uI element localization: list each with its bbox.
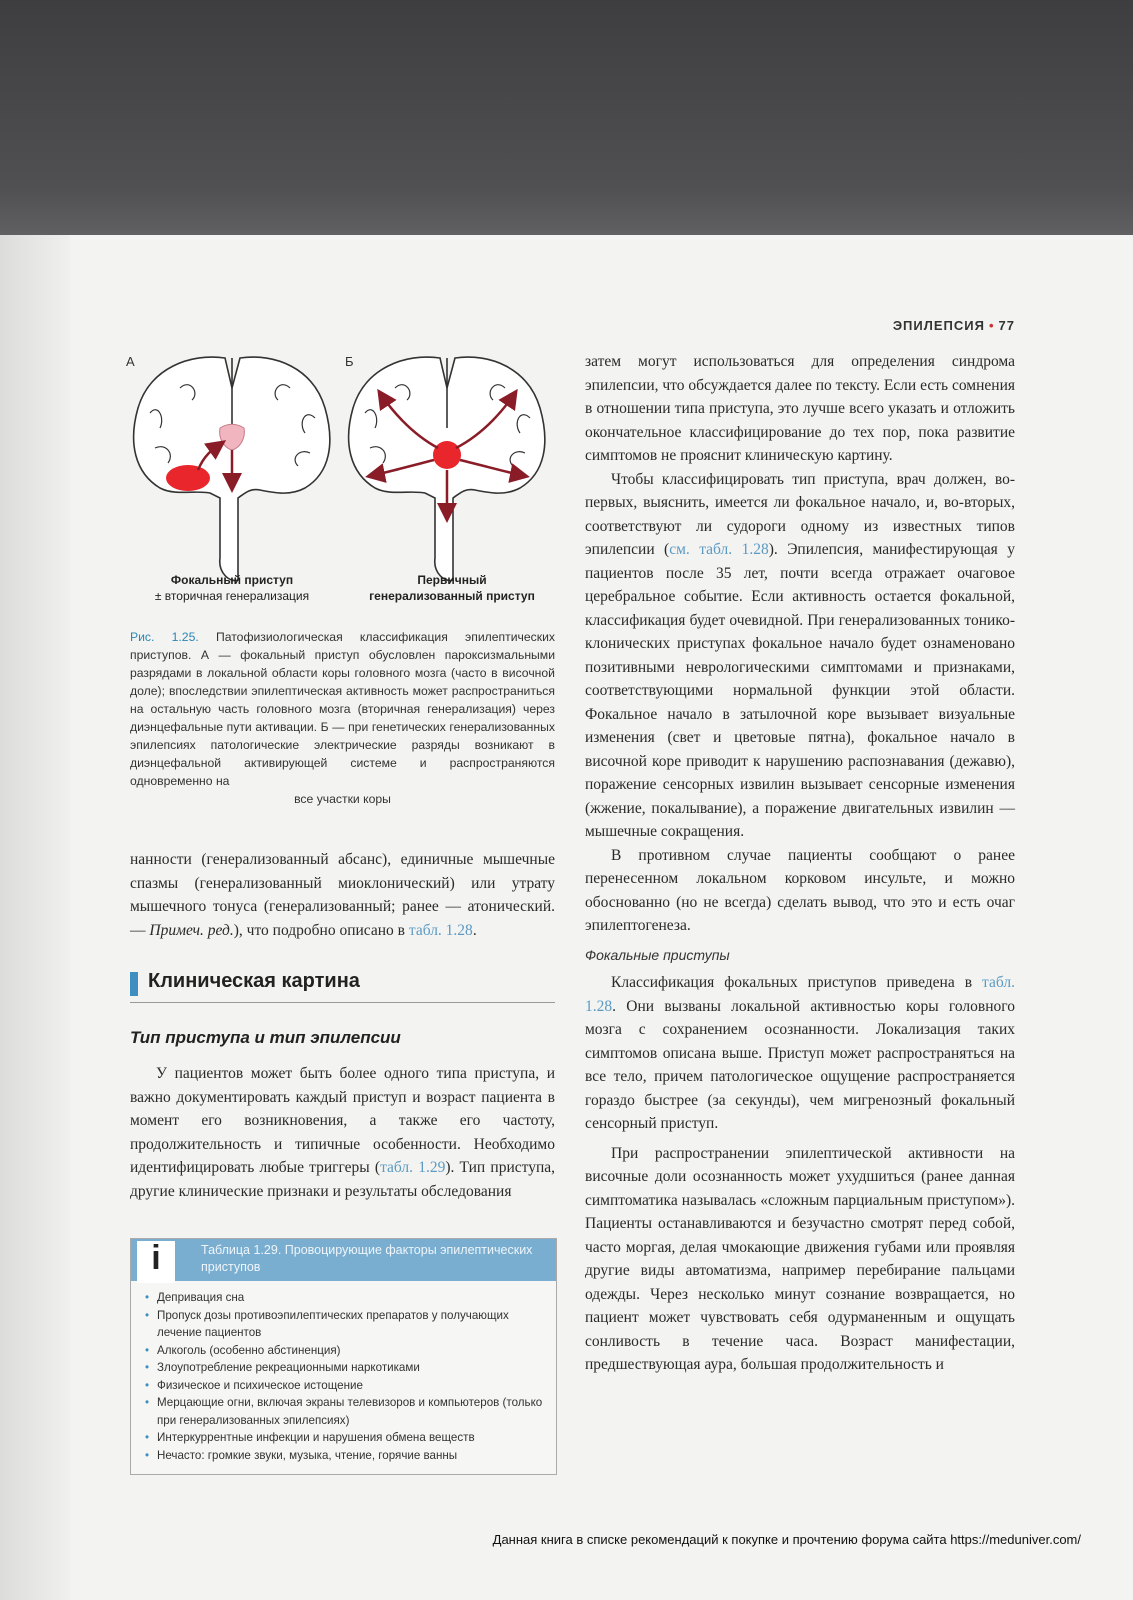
table-box-title: Таблица 1.29. Провоцирующие факторы эпилептических приступов — [201, 1243, 533, 1274]
trigger-list — [145, 1289, 550, 1464]
left-paragraph-1 — [130, 848, 555, 942]
page-number: 77 — [998, 318, 1015, 333]
brain-diagrams — [120, 348, 560, 613]
right-para-2 — [585, 468, 1015, 844]
list-item: • Злоупотребление рекреационными наркотиками — [145, 1359, 550, 1377]
right-column — [585, 350, 1015, 1377]
table-ref-1-28-b[interactable]: табл. 1.28 — [585, 974, 1015, 1015]
right-para2-after: ). Эпилепсия, манифестирующая у пациентов после 35 лет, почти всегда отражает очаговое церебральное событие. Если активность остается фокальной, классификация будет очевидной. При генерализованных тонико-клонических приступах фокальное начало будет ознаменовано позитивными неврологическими симптомами и признаками, соответствующими нормальной функции этой области. Фокальное начало в затылочной коре вызывает визуальные изменения (свет и цветовые пятна), фокальное начало в височной коре приводит к нарушению распознавания (дежавю), поражение сенсорных извилин вызывает сенсорные изменения (жжение, покалывание), а поражение двигательных извилин — мышечные сокращения. — [585, 541, 1015, 840]
list-item: • Алкоголь (особенно абстиненция) — [145, 1342, 550, 1360]
focal-discharge — [166, 465, 210, 491]
list-item: • Интеркуррентные инфекции и нарушения обмена веществ — [145, 1429, 550, 1447]
running-head-title: ЭПИЛЕПСИЯ — [892, 318, 985, 333]
list-item: • Депривация сна — [145, 1289, 550, 1307]
focal-seizures-heading: Фокальные приступы — [585, 946, 730, 963]
list-item: • Нечасто: громкие звуки, музыка, чтение, горячие ванны — [145, 1447, 550, 1465]
right-para-3: В противном случае пациенты сообщают о ранее перенесенном локальном корковом инсульте, и можно обоснованно (но не всегда) сделать вывод, что это и есть очаг эпилептогенеза. — [585, 846, 1015, 934]
subsection-title: Тип приступа и тип эпилепсии — [130, 1028, 401, 1047]
left-para1-end: . — [472, 921, 477, 939]
table-box-header — [131, 1239, 556, 1281]
running-head — [893, 318, 1015, 333]
table-1-29-box — [130, 1238, 557, 1475]
info-icon: i — [151, 1239, 161, 1277]
right-para-1: затем могут использоваться для определения синдрома эпилепсии, что обсуждается далее по тексту. Если есть сомнения в отношении типа приступа, это лучше всего указать и отложить окончательное классифицирование до тех пор, пока развитие симптомов не прояснит клиническую картину. — [585, 353, 1015, 464]
caption-label: Рис. 1.25. — [130, 630, 199, 644]
central-discharge — [433, 441, 461, 469]
label-a-line1: Фокальный приступ — [170, 573, 294, 587]
section-bar — [130, 972, 138, 996]
list-item: • Мерцающие огни, включая экраны телевизоров и компьютеров (только при генерализованных эпилепсиях) — [145, 1394, 550, 1429]
right-para-5: При распространении эпилептической активности на височные доли осознанность может ухудшиться (ранее данная симптоматика называлась «сложным парциальным приступом»). Пациенты останавливаются и безучастно смотрят перед собой, часто моргая, делая чмокающие движения губами или проявляя другие виды автоматизма, например перебирание пальцами одежды. Через несколько минут сознание возвращается, но пациент может чувствовать себя одурманенным и ощущать сонливость в течение часа. Возраст манифестации, предшествующая аура, большая продолжительность и — [585, 1144, 1015, 1373]
label-b-line1: Первичный — [417, 573, 487, 587]
caption-last-line: все участки коры — [294, 792, 391, 806]
caption-text: Патофизиологическая классификация эпилептических приступов. А — фокальный приступ обусловлен пароксизмальными разрядами в локальной области коры головного мозга (часто в височной доле); впоследствии эпилептическая активность может распространиться на остальную часть головного мозга (вторичная генерализация) через диэнцефальные пути активации. Б — при генетических генерализованных эпилепсиях патологические электрические разряды возникают в диэнцефальной активирующей системе и распространяются одновременно на — [130, 630, 555, 788]
footer-note: Данная книга в списке рекомендаций к покупке и прочтению форума сайта https://meduniver.com/ — [492, 1532, 1081, 1547]
running-head-separator: • — [988, 318, 995, 333]
table-ref-1-29[interactable]: табл. 1.29 — [380, 1159, 446, 1176]
table-ref-see-1-28[interactable]: см. табл. 1.28 — [669, 541, 769, 558]
editor-note: Примеч. ред. — [149, 921, 234, 939]
panel-b-letter: Б — [345, 354, 354, 369]
right-para4-text: Классификация фокальных приступов приведена в — [611, 974, 983, 991]
left-para1-text: нанности (генерализованный абсанс), единичные мышечные спазмы (генерализованный миоклонический) или утрату мышечного тонуса (генерализованный; ранее — атонический. — — [130, 851, 555, 939]
right-para2-text: Чтобы классифицировать тип приступа, врач должен, во-первых, выяснить, имеется ли фокальное начало, и, во-вторых, соответствуют ли судороги одному из известных типов эпилепсии ( — [585, 470, 1015, 558]
left-para2-after: ). Тип приступа, другие клинические признаки и результаты обследования — [130, 1159, 555, 1200]
left-para1-after: ), что подробно описано в — [233, 921, 409, 939]
right-para-4 — [585, 971, 1015, 1136]
label-b-line2: генерализованный приступ — [369, 589, 535, 603]
section-heading — [130, 968, 555, 1003]
list-item: • Физическое и психическое истощение — [145, 1377, 550, 1395]
list-item: • Пропуск дозы противоэпилептических препаратов у получающих лечение пациентов — [145, 1307, 550, 1342]
page-gutter-shadow — [0, 235, 70, 1600]
table-ref-1-28[interactable]: табл. 1.28 — [408, 921, 473, 939]
panel-a-letter: А — [126, 354, 135, 369]
figure-caption — [130, 628, 555, 808]
figure-1-25 — [120, 348, 560, 613]
right-para4-after: . Они вызваны локальной активностью коры головного мозга с сохранением осознанности. Локализация таких симптомов описана выше. Приступ может распространяться на все тело, причем патологическое ощущение распространяется гораздо быстрее (за секунды), чем мигренозный фокальный сенсорный приступ. — [585, 997, 1015, 1132]
left-para2-text: У пациентов может быть более одного типа приступа, и важно документировать каждый приступ и возраст пациента в момент его возникновения, а также его частоту, продолжительность и типичные особенности. Необходимо идентифицировать любые триггеры ( — [130, 1065, 555, 1176]
label-a-line2: ± вторичная генерализация — [154, 589, 310, 603]
left-paragraph-2 — [130, 1062, 555, 1203]
section-title: Клиническая картина — [148, 970, 360, 992]
scanner-top-band — [0, 0, 1133, 235]
